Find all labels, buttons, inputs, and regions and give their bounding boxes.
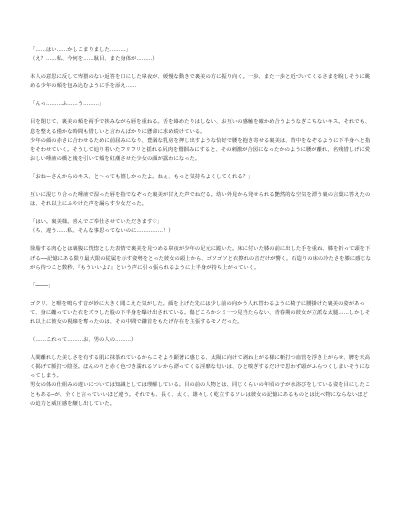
narration-paragraph: ゴクリ、と喉を鳴らす音が妙に大きく聞こえた気がした。顔を上げた先には少し前の向かう人れ替わるように椅子に腰掛けた裏美の姿があって、身に纏っていた衣をズラした股の下半身を曝け出されている。傷どころかシミ一つ見当たらない、青春期の彼女が立派な太腿……しかしそれ以上に彼女の視線を奪ったのは、その中間で鎌首をもたげ存在を主張するモノだった。 [30, 300, 371, 325]
narration-paragraph: 本人の意思に反して卑猥のない返答を口にした皐夜が、緩慢な動きで裏美の方に振り向く。一歩、また一歩と近づいてくるさまを睨しそうに眺める少年の頬を包み込むように手を添え…… [30, 74, 371, 90]
dialogue-paragraph: 「────」 [30, 282, 54, 289]
narration-paragraph: 目を閉じて、裏美の頬を両手で挟みながら唇を重ねる。舌を絡めたりはしない、お互いの感触を確かめ合うようなぎこちないキス。それでも、息を整える僅かな時間も惜しいと言わんばかりに懸命に求め続けている。 少年の顔の赤さに合わせるために前屈みになり、豊満な乳房を押し出すような恰好で腰を抱き寄せる裏美は、背中をなぞるように下半身へと指をそわせていく。そうして辿り着いたフリフリと揺れる尻肉を鷲掴みにすると、その刺激が合図になったかのように腰が離れ、名残惜しげに愛おしい唾液の橋と後を引いて頬を紅潮させた少女の顔が露わになった。 [30, 119, 371, 162]
thought-paragraph: （……これって………お、男の人の………） [30, 337, 137, 344]
narration-paragraph: 徐脂する肉心とは裏腹に恍惚とした表情で裏美を見つめる皐夜が少年の足元に跪いた。床に付いた膝の前に出した手を重ね、膝を折って頭を下げる──記憶にある限り最大限の従属を示す姿勢をとった彼女の頭上から、ゴソゴソと衣擦れの音だけが響く。石造りの床の冷たさを膝に感じながら待つこと数秒、『もういいよ♪』という声に引っ張られるように上半身が持ち上がっていく。 [30, 246, 372, 271]
dialogue-paragraph: 「はい。裏美様。喜んでご奉仕させていただきます♡」 （ち、違う……私、そんな事思ってないのに……………！） [30, 219, 174, 235]
dialogue-paragraph: 「……はい……かしこまりました………」 （え？……私、今何を……駄目、また身体が………） [30, 47, 158, 63]
narration-paragraph: 互いに混じり合った唾液で湿った唇を指でなぞった裏美が甘えた声でねだる。幼い外見から発せられる艶然的な空気を漂う裏の言葉に答えたのは、それ以上にふやけた声を漏らす少女だった。 [30, 192, 371, 208]
narration-paragraph: 人間離れした美しさを有する肌に抹茶れているからこそより顕著に感じる、太陽に向けて剥ね上がる様に斬打つ血管を浮き上がらせ、脾を天高く掲げて脈打つ陰茎。ほんのりと赤く色づき濡れるソレから漂ってくる淫靡な匂いは、ひと嗅ぎするだけで思わず頭がふらつくしまいそうになってしまう。 男女の体の仕組みの違いについては知識としては理解している。目の前の人物とは、同じくらいの年頃の子が水浴びをしている姿を目にしたこともある─が、全くと言っていいほど違う。それでも、長く、太く、雄々しく屹立するソレは彼女の記憶にあるものとは比べ物にならないほどの迫力と威圧感を醸し出していた。 [30, 355, 371, 407]
dialogue-paragraph: 「んっ………ふ……う………」 [30, 101, 105, 108]
dialogue-paragraph: 「おねーさんからのキス、と～っても嬉しかったよ。ねぇ、もっと気持ちよくしてくれる？」 [30, 173, 254, 180]
document-page [30, 46, 372, 409]
